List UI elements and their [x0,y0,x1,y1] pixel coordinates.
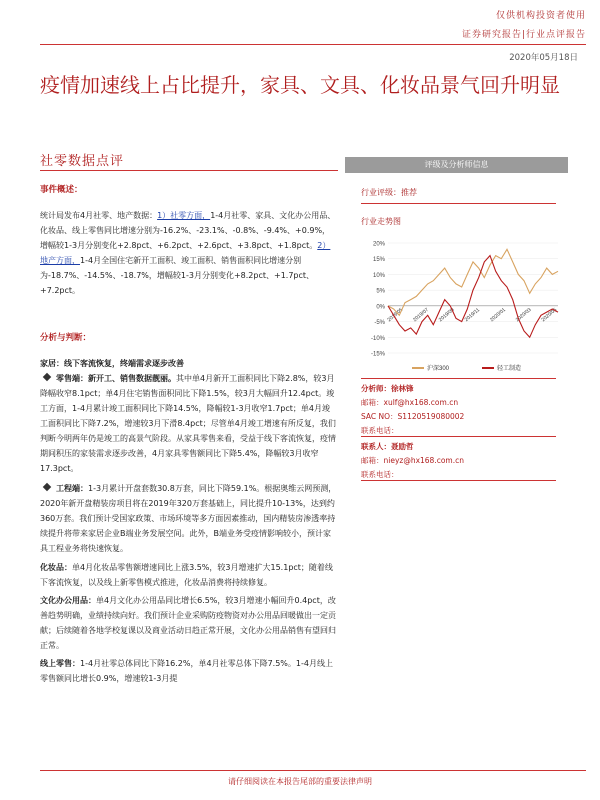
y-tick-label: 20% [372,241,385,248]
series-line-沪深300 [388,249,558,315]
report-type-note: 证券研究报告|行业点评报告 [461,30,586,40]
event-link-retail[interactable]: 1）社零方面， [157,211,211,220]
online-paragraph [40,656,337,686]
legend-label: 沪深300 [427,366,450,372]
engineering-paragraph [40,481,337,556]
analyst-1 [361,382,464,438]
x-tick-label: 2019/11 [463,307,482,324]
panel-divider [361,203,556,204]
section-divider [40,170,338,171]
panel-header: 评级及分析师信息 [345,157,568,173]
analyst-1-phone: 联系电话： [361,426,399,435]
event-prefix: 统计局发布4月社零、地产数据： [40,211,158,220]
analyst-1-name: 徐林锋 [391,384,414,393]
y-tick-label: -15% [370,351,385,358]
x-tick-label: 2020/03 [514,306,533,324]
rating [361,187,417,198]
bullet-icon [43,373,51,381]
event-end: 1-4月全国住宅新开工面积、竣工面积、销售面积同比增速分别为-18.7%、-14.5%、-18.7%，增幅较1-3月分别变化+8.2pct、+1.7pct、+7.2pct。 [40,256,315,295]
y-tick-label: -5% [374,320,385,327]
analyst-1-email[interactable]: 邮箱：xulf@hx168.com.cn [361,398,459,407]
analyst-1-sac: SAC NO：S1120519080002 [361,412,465,421]
online-body: 1-4月社零总体同比下降16.2%，单4月社零总体下降7.5%。1-4月线上零售额同比增长0.9%，增速较1-3月提 [40,659,333,683]
header-divider [40,44,586,45]
office-label: 文化办公用品： [40,596,96,605]
panel-divider [361,378,556,379]
online-label: 线上零售： [40,659,80,668]
analyst-2 [361,440,464,482]
analyst-1-label: 分析师： [361,384,391,393]
audience-note: 仅供机构投资者使用 [495,11,586,21]
section-tag: 社零数据点评 [40,154,125,169]
office-paragraph [40,593,337,653]
analyst-2-label: 联系人： [361,442,391,451]
retail-label: 零售端：新开工、销售数据靓丽。 [56,374,176,383]
legend-label: 轻工制造 [497,366,522,372]
rating-label: 行业评级： [361,188,401,197]
rating-value: 推荐 [401,188,417,197]
analyst-2-name: 聂励哲 [391,442,414,451]
analyst-2-phone: 联系电话： [361,470,399,479]
y-tick-label: 15% [372,257,385,264]
x-tick-label: 2020/05 [540,306,559,324]
analyst-2-line [361,440,464,454]
trend-label: 行业走势图 [361,217,401,226]
analyst-1-line [361,382,464,396]
analyst-2-email[interactable]: 邮箱：nieyz@hx168.com.cn [361,456,464,465]
trend-chart [360,235,565,375]
chart-x-ticks [387,307,559,323]
engineering-body: 1-3月累计开盘套数30.8万套，同比下降59.1%。根据奥维云网预测，2020年新开盘精装房项目将在2019年320万套基础上，同比提升10-13%，达到约360万套。我们预计受国家政策、市场环境等多方面因素推动，国内精装房渗透率持续提升将带来家居企业B端业务发展空间。此外，B端业务受疫情影响较小，预计家具工程业务将快速恢复。 [40,484,337,553]
retail-paragraph [40,371,337,476]
chart-y-ticks [371,242,386,358]
cosmetics-label: 化妆品： [40,563,72,572]
cosmetics-body: 单4月化妆品零售额增速同比上涨3.5%，较3月增速扩大15.1pct；随着线下客流恢复，以及线上新零售模式推进，化妆品消费将持续修复。 [40,563,333,587]
retail-body: 其中单4月新开工面积同比下降2.8%，较3月降幅收窄8.1pct；单4月住宅销售面积同比下降1.5%，较3月大幅回升12.4pct。竣工方面，1-4月累计竣工面积同比下降14.5%，降幅较1-3月收窄1.7pct；单4月竣工面积同比下降7.2%，增速较3月下滑8.4pct；尽管单4月竣工增速有所反复，我们判断今明两年仍是竣工的高景气阶段。从家具零售来看，受益于线下客流恢复，疫情期间积压的家装需求逐步改善，4月家具零售额同比下降5.4%，降幅较3月收窄17.3pct。 [40,374,336,473]
analysis-heading: 分析与判断： [40,333,92,343]
footer-disclaimer[interactable]: 请仔细阅读在本报告尾部的重要法律声明 [228,777,372,786]
y-tick-label: -10% [370,335,385,342]
x-tick-label: 2019/07 [412,306,430,324]
engineering-label: 工程端： [56,484,88,493]
event-body [40,208,337,298]
office-body: 单4月文化办公用品同比增长6.5%，较3月增速小幅回升0.4pct，改善趋势明确，业绩持续向好。我们预计企业采购防疫物资对办公用品回暖做出一定贡献；后续随着各地学校复课以及商业活动日趋正常开展，文化办公用品销售有望回归正常。 [40,596,336,650]
analysis-section [40,331,337,686]
chart-legend [412,364,521,372]
event-section [40,183,337,298]
bullet-icon [43,483,51,491]
event-link-estate[interactable]: 2）地产方面， [40,241,331,265]
footer-divider [40,770,586,771]
y-tick-label: 5% [376,288,385,295]
cosmetics-paragraph [40,560,337,590]
y-tick-label: 0% [376,304,385,311]
panel-divider [361,436,556,437]
x-tick-label: 2020/01 [489,306,507,324]
chart-lines [388,249,558,337]
furniture-title: 家居：线下客流恢复，终端需求逐步改善 [40,359,184,368]
x-tick-label: 2019/05 [386,306,405,324]
report-title: 疫情加速线上占比提升，家具、文具、化妆品景气回升明显 [40,73,560,97]
series-line-轻工制造 [388,256,558,338]
panel-divider [361,480,556,481]
y-tick-label: 10% [372,272,385,279]
report-date: 2020年05月18日 [509,53,578,63]
event-heading: 事件概述： [40,185,83,195]
x-tick-label: 2019/09 [437,306,456,324]
event-mid: 1-4月社零、家具、文化办公用品、化妆品、线上零售同比增速分别为-16.2%、-23.1%、-0.8%、-9.4%、+0.9%，增幅较1-3月分别变化+2.8pct、+6.2pct、+2.6pct、+3.8pct、+1.8pct。 [40,211,336,250]
